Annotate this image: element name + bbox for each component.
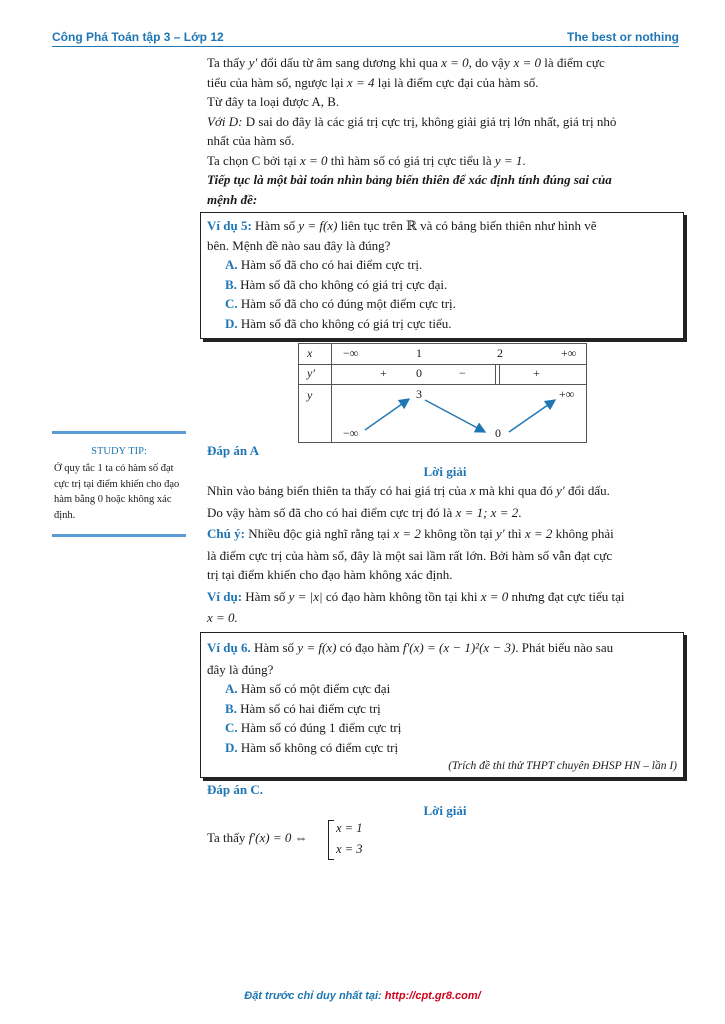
intro-paragraph: Ta thấy y′ đổi dấu từ âm sang dương khi qua x = 0, do vậy x = 0 là điểm cực tiểu của hàm số, ngược lại x = 4 lại là điểm cực đại của hàm số. Từ đây ta loại được A, B. Với D: D sai do đây là các giá trị cực trị, không giải giá trị lớn nhất, giá trị nhỏ nhất của hàm số. Ta chọn C bởi tại x = 0 thì hàm số có giá trị cực tiểu là y = 1. Tiếp tục là một bài toán nhìn bảng biến thiên để xác định tính đúng sai của mệnh đề: (207, 55, 617, 207)
option-b: B. Hàm số đã cho không có giá trị cực đại. (225, 276, 448, 292)
option-a: A. Hàm số có một điểm cực đại (225, 681, 391, 696)
solution-5: Đáp án A Lời giải Nhìn vào bảng biến thiên ta thấy có hai giá trị của x mà khi qua đó y′ đổi dấu. Do vậy hàm số đã cho có hai điểm cực trị đó là x = 1; x = 2. Chú ý: Nhiều độc giả nghĩ rằng tại x = 2 không tồn tại y′ thì x = 2 không phải là điểm cực trị của hàm số, đây là một sai lầm rất lớn. Bởi hàm số vẫn đạt cực trị tại điểm khiến cho đạo hàm không xác định. Ví dụ: Hàm số y = |x| có đạo hàm không tồn tại khi x = 0 nhưng đạt cực tiểu tại x = 0. (207, 443, 625, 625)
study-tip-body: Ở quy tắc 1 ta có hàm số đạt cực trị tại điểm khiến cho đạo hàm bằng 0 hoặc không xác định. (54, 463, 180, 521)
option-b: B. Hàm số có hai điểm cực trị (225, 700, 381, 716)
footer: Đặt trước chỉ duy nhất tại: http://cpt.gr8.com/ (244, 990, 481, 1002)
root-1: x = 1 (336, 821, 363, 835)
option-d: D. Hàm số đã cho không có giá trị cực tiểu. (225, 315, 452, 331)
header-book-title: Công Phá Toán tập 3 – Lớp 12 (52, 30, 224, 44)
example-6-box: Ví dụ 6. Hàm số y = f(x) có đạo hàm f′(x) = (x − 1)²(x − 3). Phát biểu nào sau đây là đúng? A. Hàm số có một điểm cực đại B. Hàm số có hai điểm cực trị C. Hàm số có đúng 1 điểm cực trị D. Hàm số không có điểm cực trị (Trích đề thi thử THPT chuyên ĐHSP HN – lần I) (200, 632, 684, 778)
system-bracket (328, 820, 334, 860)
study-tip-bottom-bar (52, 534, 186, 537)
study-tip-title: STUDY TIP: (91, 446, 147, 457)
option-d: D. Hàm số không có điểm cực trị (225, 739, 399, 755)
option-c: C. Hàm số có đúng 1 điểm cực trị (225, 720, 402, 735)
solution-6: Đáp án C. Lời giải (207, 782, 467, 818)
solution-6-equation: Ta thấy f′(x) = 0 ⇔ (207, 830, 308, 845)
root-2: x = 3 (336, 842, 363, 856)
header-rule (52, 46, 679, 47)
option-c: C. Hàm số đã cho có đúng một điểm cực trị. (225, 296, 456, 311)
example-5-box: Ví dụ 5: Hàm số y = f(x) liên tục trên ℝ và có bảng biến thiên như hình vẽ bên. Mệnh đề nào sau đây là đúng? A. Hàm số đã cho có hai điểm cực trị. B. Hàm số đã cho không có giá trị cực đại. C. Hàm số đã cho có đúng một điểm cực trị. D. Hàm số đã cho không có giá trị cực tiểu. (200, 212, 684, 339)
option-a: A. Hàm số đã cho có hai điểm cực trị. (225, 257, 423, 272)
study-tip-top-bar (52, 431, 186, 434)
footer-link[interactable]: http://cpt.gr8.com/ (384, 990, 481, 1002)
header-slogan: The best or nothing (567, 30, 679, 44)
variation-table: x −∞ 1 2 +∞ y′ + 0 − + y 3 +∞ −∞ 0 (298, 343, 587, 443)
example-6-source: (Trích đề thi thử THPT chuyên ĐHSP HN – lần I) (448, 760, 677, 772)
variation-arrows (299, 344, 586, 442)
